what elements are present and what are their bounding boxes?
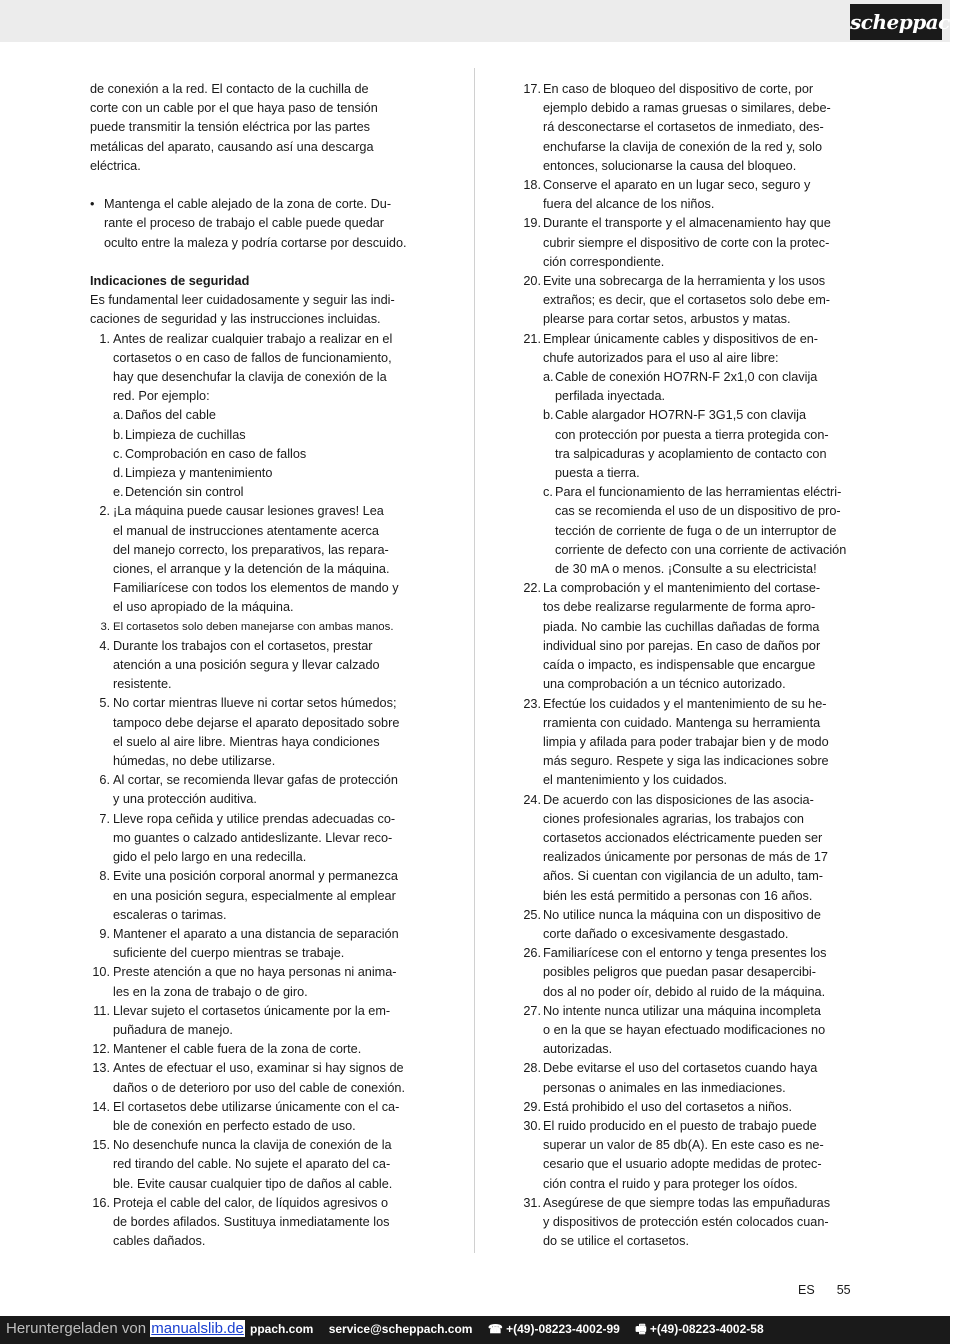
item-text-line: años. Si cuentan con vigilancia de un adulto, tam- [543,869,824,884]
sub-item-text-line: cas se recomienda el uso de un dispositivo de pro- [555,504,841,519]
item-number: 17. [523,82,541,96]
item-number: 8. [99,869,110,884]
item-text-line: cables dañados. [113,1234,206,1249]
item-text-line: ción correspondiente. [543,254,665,269]
sub-item [113,445,432,464]
item-text-line: Lleve ropa ceñida y utilice prendas adecuadas co- [113,811,396,826]
list-item [515,1194,857,1252]
sub-item [543,368,857,406]
item-text-line: Mantener el cable fuera de la zona de corte. [113,1042,362,1057]
item-number: 19. [523,216,541,231]
item-text-line: una comprobación a un técnico autorizado. [543,677,786,692]
list-item [90,963,432,1001]
item-text-line: red tirando del cable. No sujete el aparato del ca- [113,1157,391,1172]
item-text-line: dos al no poder oír, debido al ruido de la máquina. [543,984,826,999]
item-text-line: húmedas, no debe utilizarse. [113,754,276,769]
item-text-line: El ruido producido en el puesto de trabajo puede [543,1118,817,1133]
sub-item-letter: b. [113,427,124,442]
sub-item-text: Limpieza de cuchillas [125,427,246,442]
list-item [515,579,857,694]
sub-item-letter: c. [113,446,123,461]
item-number: 1. [99,331,110,346]
item-text-line: realizados únicamente por personas de más de 17 [543,850,828,865]
item-text-line: suficiente del cuerpo mientras se trabaje. [113,946,345,961]
item-text-line: en una posición segura, especialmente al emplear [113,888,396,903]
item-text-line: más seguro. Respete y siga las indicaciones sobre [543,754,829,769]
sub-item [113,406,432,425]
item-text-line: Evite una sobrecarga de la herramienta y los usos [543,274,826,289]
bullet-paragraph [90,195,432,253]
item-text-line: Durante los trabajos con el cortasetos, prestar [113,638,373,653]
item-text-line: plearse para cortar setos, arbustos y matas. [543,312,791,327]
list-item [90,771,432,809]
item-text-line: individual sino por parejas. En caso de daños por [543,638,821,653]
list-item [90,1002,432,1040]
sub-item [113,426,432,445]
list-item [515,1059,857,1097]
right-column [515,80,857,1251]
item-text-line: ción contra el ruido y para proteger los oídos. [543,1176,798,1191]
item-number: 25. [523,907,541,922]
sub-item-text: Daños del cable [125,408,216,423]
item-text-line: ble. Evite causar cualquier tipo de daños al cable. [113,1176,393,1191]
item-text-line: cubrir siempre el dispositivo de corte con la protec- [543,235,830,250]
sub-item [543,406,857,483]
item-text-line: atención a una posición segura y llevar calzado [113,658,380,673]
item-number: 27. [523,1003,541,1018]
sub-item-text-line: perfilada inyectada. [555,389,666,404]
sub-item [113,483,432,502]
intro-text-line: de conexión a la red. El contacto de la cuchilla de [90,82,369,96]
item-text-line: gido el pelo largo en una redecilla. [113,850,307,865]
item-text-line: Mantener el aparato a una distancia de separación [113,926,399,941]
bullet-text-line: oculto entre la maleza y podría cortarse por descuido. [104,235,407,250]
sub-item-text-line: tra salpicaduras y acoplamiento de contacto con [555,446,827,461]
item-text-line: No cortar mientras llueve ni cortar setos húmedos; [113,696,397,711]
item-text-line: cortasetos o en caso de fallos de funcionamiento, [113,350,392,365]
item-text-line: Proteja el cable del calor, de líquidos agresivos o [113,1195,389,1210]
item-text-line: limpia y afilada para poder trabajar bien y de modo [543,734,829,749]
item-text-line: bién les está permitido a personas con 16 años. [543,888,813,903]
item-text-line: corte dañado o excesivamente desgastado. [543,926,789,941]
manualslib-link[interactable]: manualslib.de [151,1320,244,1337]
section-intro-line: Es fundamental leer cuidadosamente y seguir las indi- [90,293,395,308]
sub-item-text-line: Cable de conexión HO7RN-F 2x1,0 con clavija [555,370,818,385]
left-column [90,80,432,1251]
item-text-line: de bordes afilados. Sustituya inmediatamente los [113,1214,390,1229]
item-text-line: cesario que el usuario adopte medidas de protec- [543,1157,822,1172]
item-text-line: el suelo al aire libre. Mientras haya condiciones [113,734,380,749]
item-text-line: ble de conexión en perfecto estado de uso. [113,1118,356,1133]
email-text[interactable]: service@scheppach.com [328,1322,473,1336]
item-text-line: el uso apropiado de la máquina. [113,600,294,615]
list-item [90,618,432,637]
section-heading: Indicaciones de seguridad [90,274,250,288]
sub-item [543,483,857,579]
sub-item-letter: b. [543,408,554,423]
list-item [90,1059,432,1097]
item-number: 28. [523,1061,541,1076]
item-text-line: Familiarícese con el entorno y tenga presentes los [543,946,827,961]
item-text-line: personas o animales en las inmediaciones. [543,1080,786,1095]
column-divider [474,68,475,1253]
item-text-line: daños o de deterioro por uso del cable de conexión. [113,1080,406,1095]
item-text-line: autorizadas. [543,1042,613,1057]
item-number: 29. [523,1099,541,1114]
item-number: 21. [523,331,541,346]
sub-item-text: Detención sin control [125,485,244,500]
item-text-line: rramienta con cuidado. Mantenga su herramienta [543,715,821,730]
item-text-line: extraños; es decir, que el cortasetos solo debe em- [543,293,831,308]
item-number: 24. [523,792,541,807]
item-text-line: Emplear únicamente cables y dispositivos de en- [543,331,819,346]
sub-item-text-line: tección de corriente de fuga o de un interruptor de [555,523,837,538]
download-notice [6,1316,245,1342]
list-item [515,906,857,944]
item-text-line: caída o impacto, es indispensable que encargue [543,658,816,673]
intro-text-line: corte con un cable por el que haya paso de tensión [90,101,378,116]
item-text-line: y dispositivos de protección estén colocados cuan- [543,1214,829,1229]
item-text-line: hay que desenchufar la clavija de conexión de la [113,370,387,385]
list-item [515,944,857,1002]
item-text-line: superar un valor de 85 db(A). En este caso es ne- [543,1138,824,1153]
intro-text-line: puede transmitir la tensión eléctrica por las partes [90,120,370,135]
item-text-line: Al cortar, se recomienda llevar gafas de protección [113,773,398,788]
download-bar [0,1316,950,1344]
sub-item-text: Comprobación en caso de fallos [125,446,307,461]
item-number: 10. [92,965,110,980]
list-item [90,330,432,503]
item-text-line: ejemplo debido a ramas gruesas o similares, debe- [543,101,831,116]
item-number: 5. [99,696,110,711]
list-item [515,176,857,214]
item-text-line: chufe autorizados para el uso al aire libre: [543,350,779,365]
item-text-line: No utilice nunca la máquina con un dispositivo de [543,907,821,922]
sub-item [113,464,432,483]
list-item [90,867,432,925]
item-text-line: les en la zona de trabajo o de giro. [113,984,308,999]
list-item [515,80,857,176]
spacer [90,176,432,195]
item-number: 3. [100,620,110,633]
item-text-line: Debe evitarse el uso del cortasetos cuando haya [543,1061,818,1076]
item-number: 22. [523,581,541,596]
item-text-line: En caso de bloqueo del dispositivo de corte, por [543,82,814,96]
item-number: 2. [99,504,110,519]
item-number: 13. [92,1061,110,1076]
bullet-text-line: rante el proceso de trabajo el cable puede quedar [104,216,385,231]
item-text-line: Durante el transporte y el almacenamiento hay que [543,216,831,231]
list-item [515,214,857,272]
list-item [90,502,432,617]
language-code: ES [798,1283,815,1297]
item-text-line: Preste atención a que no haya personas ni anima- [113,965,397,980]
phone-text: ☎ +(49)-08223-4002-99 [487,1322,620,1336]
sub-item-text-line: Cable alargador HO7RN-F 3G1,5 con clavija [555,408,807,423]
list-item [515,272,857,330]
item-text-line: La comprobación y el mantenimiento del cortase- [543,581,821,596]
item-number: 7. [99,811,110,826]
item-text-line: y una protección auditiva. [113,792,257,807]
item-text-line: Está prohibido el uso del cortasetos a niños. [543,1099,792,1114]
item-text-line: Conserve el aparato en un lugar seco, seguro y [543,178,811,193]
item-text-line: puñadura de manejo. [113,1022,233,1037]
item-text-line: o en la que se hayan efectuado modificaciones no [543,1022,826,1037]
item-number: 11. [93,1003,110,1018]
list-item [90,1098,432,1136]
item-number: 15. [92,1138,110,1153]
item-text-line: No intente nunca utilizar una máquina incompleta [543,1003,821,1018]
fax-text: 🖷 +(49)-08223-4002-58 [635,1322,764,1336]
website-text[interactable]: ppach.com [250,1322,314,1336]
item-text-line: ciones, el arranque y la detención de la máquina. [113,562,390,577]
item-text-line: piada. No cambie las cuchillas dañadas de forma [543,619,820,634]
list-item [90,1040,432,1059]
list-item [90,925,432,963]
item-number: 18. [523,178,541,193]
list-item [90,810,432,868]
item-text-line: No desenchufe nunca la clavija de conexión de la [113,1138,392,1153]
page-footer [798,1283,851,1297]
section-intro-line: caciones de seguridad y las instrucciones incluidas. [90,312,381,327]
list-item [90,1136,432,1194]
item-text-line: enchufarse la clavija de conexión de la red y, solo [543,139,823,154]
item-text-line: Efectúe los cuidados y el mantenimiento de su he- [543,696,827,711]
item-text-line: tos debe realizarse regularmente de forma apro- [543,600,816,615]
item-text-line: Evite una posición corporal anormal y permanezca [113,869,398,884]
item-text-line: tampoco debe dejarse el aparato depositado sobre [113,715,400,730]
header-bar [0,0,964,42]
item-number: 23. [523,696,541,711]
list-item [90,694,432,771]
item-text-line: el manual de instrucciones atentamente acerca [113,523,379,538]
item-text-line: resistente. [113,677,172,692]
item-number: 20. [523,274,541,289]
item-text-line: mo guantes o calzado antideslizante. Llevar reco- [113,830,393,845]
item-text-line: Familiarícese con todos los elementos de mando y [113,581,399,596]
bullet-text-line: Mantenga el cable alejado de la zona de corte. Du- [104,197,392,212]
item-text-line: el mantenimiento y los cuidados. [543,773,728,788]
spacer [90,253,432,272]
bullet-icon: • [90,197,95,212]
item-number: 4. [99,638,110,653]
item-number: 31. [523,1195,541,1210]
sub-item-letter: e. [113,485,124,500]
sub-item-letter: d. [113,466,124,481]
list-item [90,1194,432,1252]
sub-item-text-line: corriente de defecto con una corriente de activación [555,542,847,557]
intro-text-line: eléctrica. [90,158,141,173]
item-text-line: ciones profesionales agrarias, los trabajos con [543,811,804,826]
item-text-line: Llevar sujeto el cortasetos únicamente por la em- [113,1003,391,1018]
item-text-line: cortasetos accionados eléctricamente pueden ser [543,830,823,845]
sub-item-text-line: puesta a tierra. [555,466,640,481]
sub-item-letter: a. [113,408,124,423]
sub-item-letter: c. [543,485,553,500]
contact-info [250,1316,776,1342]
item-text-line: ¡La máquina puede causar lesiones graves! Lea [113,504,384,519]
item-number: 12. [92,1042,110,1057]
download-prefix: Heruntergeladen von [6,1320,147,1337]
list-item [515,330,857,580]
item-text-line: entonces, solucionarse la causa del bloqueo. [543,158,797,173]
sub-item-text-line: de 30 mA o menos. ¡Consulte a su electricista! [555,562,817,577]
item-text-line: El cortasetos solo deben manejarse con ambas manos. [113,620,394,633]
item-number: 26. [523,946,541,961]
item-number: 30. [523,1118,541,1133]
item-text-line: posibles peligros que puedan pasar desapercibi- [543,965,816,980]
item-number: 6. [99,773,110,788]
item-text-line: do se utilice el cortasetos. [543,1234,689,1249]
item-text-line: Asegúrese de que siempre todas las empuñaduras [543,1195,831,1210]
page-number: 55 [836,1283,851,1297]
list-item [515,1098,857,1117]
item-number: 14. [92,1099,110,1114]
sub-item-text-line: con protección por puesta a tierra protegida con- [555,427,829,442]
item-text-line: red. Por ejemplo: [113,389,210,404]
item-text-line: fuera del alcance de los niños. [543,197,715,212]
sub-item-letter: a. [543,370,554,385]
sub-item-text-line: Para el funcionamiento de las herramientas eléctri- [555,485,842,500]
list-item [515,1002,857,1060]
list-item [515,791,857,906]
intro-text-line: metálicas del aparato, causando así una descarga [90,139,374,154]
item-text-line: Antes de efectuar el uso, examinar si hay signos de [113,1061,404,1076]
item-number: 16. [92,1195,110,1210]
item-text-line: del manejo correcto, los preparativos, las repara- [113,542,389,557]
item-text-line: rá desconectarse el cortasetos de inmediato, des- [543,120,824,135]
sub-item-text: Limpieza y mantenimiento [125,466,273,481]
brand-logo: scheppach [850,4,942,40]
item-text-line: escaleras o tarimas. [113,907,227,922]
item-number: 9. [99,926,110,941]
item-text-line: Antes de realizar cualquier trabajo a realizar en el [113,331,393,346]
list-item [90,637,432,695]
list-item [515,695,857,791]
item-text-line: El cortasetos debe utilizarse únicamente con el ca- [113,1099,400,1114]
item-text-line: De acuerdo con las disposiciones de las asocia- [543,792,814,807]
list-item [515,1117,857,1194]
